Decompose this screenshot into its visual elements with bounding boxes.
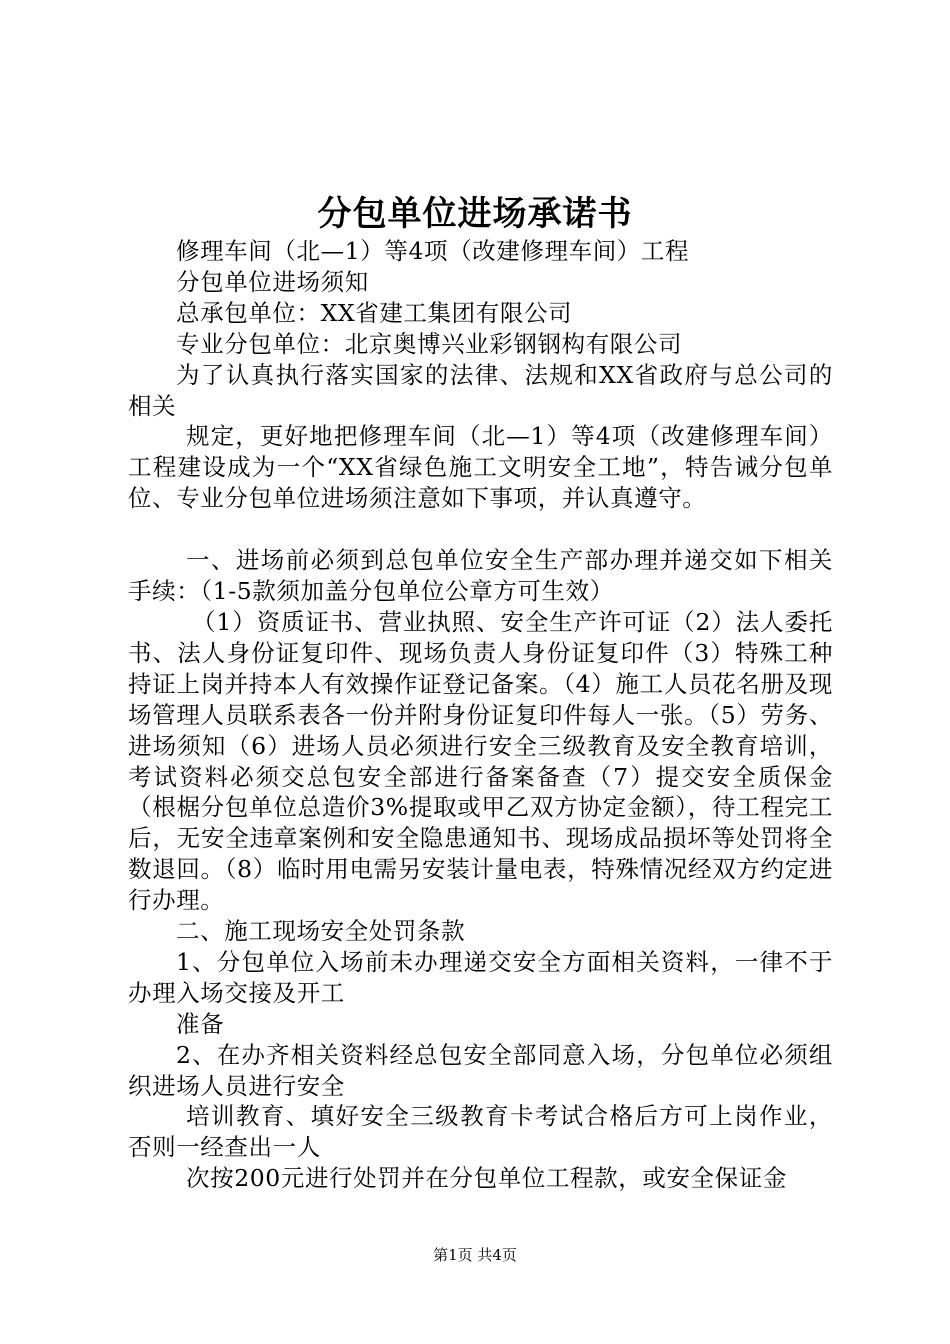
page-footer: 第1页 共4页 (433, 1246, 517, 1264)
clause-two-training: 培训教育、填好安全三级教育卡考试合格后方可上岗作业，否则一经查出一人 (128, 1102, 833, 1162)
subcontractor-line: 专业分包单位：北京奥博兴业彩钢钢构有限公司 (176, 329, 683, 358)
required-documents-paragraph: （1）资质证书、营业执照、安全生产许可证（2）法人委托书、法人身份证复印件、现场负责人身份证复印件（3）特殊工种持证上岗并持本人有效操作证登记备案。（4）施工人员花名册及现场管理人员联系表各一份并附身份证复印件每人一张。（5）劳务、进场须知（6）进场人员必须进行安全三级教育及安全教育培训，考试资料必须交总包安全部进行备案备查（7）提交安全质保金（根椐分包单位总造价3%提取或甲乙双方协定金额），待工程完工后，无安全违章案例和安全隐患通知书、现场成品损坏等处罚将全数退回。（8）临时用电需另安装计量电表，特殊情况经双方约定进行办理。 (128, 607, 833, 915)
document-body (128, 236, 833, 1194)
general-contractor-line: 总承包单位：XX省建工集团有限公司 (176, 298, 573, 327)
project-name-line: 修理车间（北—1）等4项（改建修理车间）工程 (176, 237, 690, 265)
section-two-heading: 二、施工现场安全处罚条款 (176, 917, 466, 946)
notice-heading-line: 分包单位进场须知 (176, 267, 369, 296)
section-one-heading: 一、进场前必须到总包单位安全生产部办理并递交如下相关手续：（1-5款须加盖分包单位公章方可生效） (128, 546, 833, 606)
paragraph-gap (128, 514, 833, 545)
clause-two-penalty: 次按200元进行处罚并在分包单位工程款，或安全保证金 (186, 1164, 787, 1193)
intro-paragraph: 为了认真执行落实国家的法律、法规和XX省政府与总公司的相关 (128, 360, 833, 420)
document-title: 分包单位进场承诺书 (317, 194, 633, 234)
clause-one-continued: 准备 (176, 1009, 225, 1038)
regulation-paragraph: 规定，更好地把修理车间（北—1）等4项（改建修理车间）工程建设成为一个“XX省绿色施工文明安全工地”，特告诫分包单位、专业分包单位进场须注意如下事项，并认真遵守。 (128, 422, 833, 513)
clause-two: 2、在办齐相关资料经总包安全部同意入场，分包单位必须组织进场人员进行安全 (128, 1040, 833, 1100)
clause-one: 1、分包单位入场前未办理递交安全方面相关资料，一律不于办理入场交接及开工 (128, 947, 833, 1007)
